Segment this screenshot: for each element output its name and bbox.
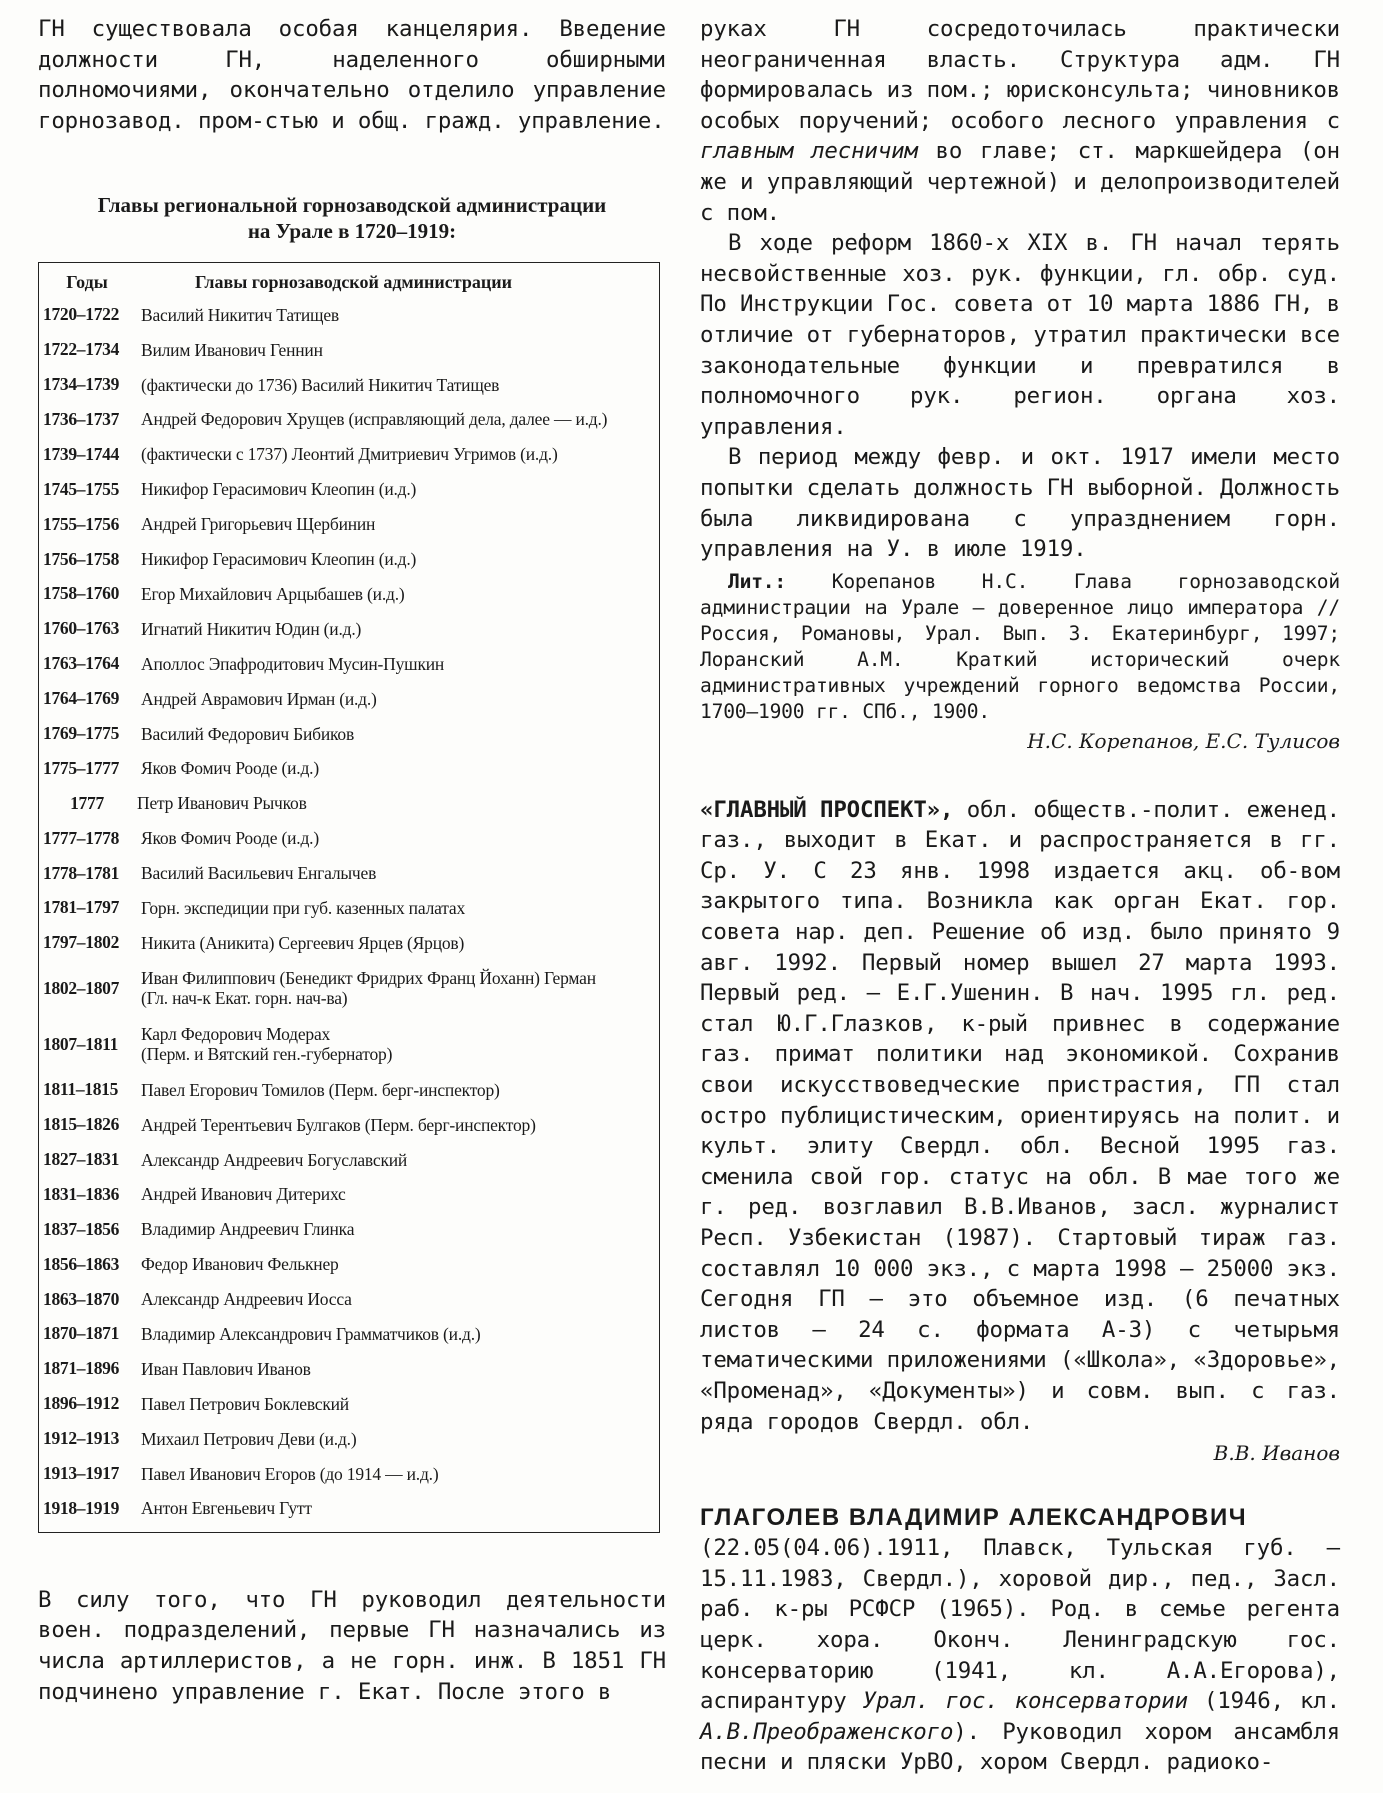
literature xyxy=(700,569,1340,725)
structure-rest: во главе; ст. маркшейдера (он же и управляющий чертежной) и делопроизводителей с пом. xyxy=(700,138,1340,226)
table-row xyxy=(39,472,659,507)
row-years: 1739–1744 xyxy=(43,443,120,464)
row-years: 1871–1896 xyxy=(43,1358,120,1379)
glavny-prospekt-entry xyxy=(700,795,1340,1437)
table-row xyxy=(39,507,659,542)
table-row xyxy=(39,1247,659,1282)
row-name xyxy=(139,1254,659,1274)
article-authors-1: Н.С. Корепанов, Е.С. Тулисов xyxy=(1027,728,1340,753)
table-row xyxy=(39,1282,659,1317)
row-name xyxy=(139,514,659,534)
row-name xyxy=(139,584,659,604)
structure-paragraph xyxy=(700,14,1340,228)
row-name-line1: Горн. экспедиции при губ. казенных палатах xyxy=(141,897,465,918)
row-name xyxy=(139,375,659,395)
table-row xyxy=(39,1317,659,1352)
row-name xyxy=(139,444,659,464)
table-row xyxy=(39,786,659,821)
row-name xyxy=(139,968,659,1008)
row-name-line1: Вилим Иванович Геннин xyxy=(141,339,323,360)
row-name xyxy=(139,479,659,499)
table-row xyxy=(39,611,659,646)
row-name xyxy=(139,898,659,918)
glagolev-entry xyxy=(700,1533,1340,1778)
row-years: 1777–1778 xyxy=(43,827,120,848)
table-row xyxy=(39,856,659,891)
row-name-line1: (фактически до 1736) Василий Никитич Татищев xyxy=(141,374,500,395)
table-row xyxy=(39,1351,659,1386)
table-row xyxy=(39,542,659,577)
table-row xyxy=(39,1177,659,1212)
table-title-line1: Главы региональной горнозаводской администрации xyxy=(97,193,607,218)
row-name-line1: Андрей Терентьевич Булгаков (Перм. берг-инспектор) xyxy=(141,1114,536,1135)
row-years: 1777 xyxy=(70,792,104,813)
row-years: 1775–1777 xyxy=(43,757,120,778)
row-years: 1896–1912 xyxy=(43,1393,120,1414)
row-name-line1: Карл Федорович Модерах xyxy=(141,1024,331,1045)
row-name-line1: Никита (Аникита) Сергеевич Ярцев (Ярцов) xyxy=(141,932,465,953)
structure-em: главным лесничим xyxy=(700,138,918,165)
table-body xyxy=(39,297,659,1526)
row-name-line1: Петр Иванович Рычков xyxy=(137,793,307,814)
glagolev-em-1: Урал. гос. консерватории xyxy=(862,1688,1188,1715)
row-name xyxy=(139,305,659,325)
table-row xyxy=(39,1016,659,1072)
row-name-line1: Василий Никитич Татищев xyxy=(141,304,339,325)
row-name-line2: (Перм. и Вятский ген.-губернатор) xyxy=(141,1044,393,1065)
row-years: 1760–1763 xyxy=(43,618,120,639)
row-years: 1807–1811 xyxy=(43,1033,119,1054)
row-years: 1802–1807 xyxy=(43,977,120,998)
row-name xyxy=(139,1184,659,1204)
table-row xyxy=(39,751,659,786)
left-column xyxy=(38,14,666,1707)
table-row xyxy=(39,1456,659,1491)
row-name xyxy=(139,1359,659,1379)
row-name xyxy=(139,1080,659,1100)
row-name-line1: Егор Михайлович Арцыбашев (и.д.) xyxy=(141,583,405,604)
table-row xyxy=(39,332,659,367)
row-years: 1918–1919 xyxy=(43,1497,120,1518)
row-name xyxy=(139,1324,659,1344)
table-title xyxy=(38,192,666,244)
row-name-line1: Игнатий Никитич Юдин (и.д.) xyxy=(141,618,362,639)
row-name xyxy=(139,340,659,360)
row-years: 1769–1775 xyxy=(43,723,120,743)
table-row xyxy=(39,716,659,751)
row-name xyxy=(139,654,659,674)
row-years: 1870–1871 xyxy=(43,1323,120,1344)
table-row xyxy=(39,960,659,1016)
row-years: 1758–1760 xyxy=(43,583,120,604)
row-name-line1: Александр Андреевич Иосса xyxy=(141,1289,352,1310)
row-name xyxy=(139,619,659,639)
row-name-line1: Яков Фомич Рооде (и.д.) xyxy=(141,828,319,849)
row-name-line1: Михаил Петрович Деви (и.д.) xyxy=(141,1428,357,1449)
row-name-line1: Павел Егорович Томилов (Перм. берг-инспектор) xyxy=(141,1079,500,1100)
row-name-line1: Иван Павлович Иванов xyxy=(141,1358,311,1379)
row-name xyxy=(139,1498,659,1518)
glagolev-headword: ГЛАГОЛЕВ ВЛАДИМИР АЛЕКСАНДРОВИЧ xyxy=(700,1504,1248,1532)
glagolev-text-3: ). Руководил хором ансамбля песни и пляски УрВО, хором Свердл. радиоко- xyxy=(700,1718,1340,1776)
row-name xyxy=(139,549,659,569)
row-name-line1: Василий Федорович Бибиков xyxy=(141,723,355,744)
row-name-line1: Владимир Андреевич Глинка xyxy=(141,1219,355,1240)
row-years: 1736–1737 xyxy=(43,408,120,429)
table-row xyxy=(39,1386,659,1421)
row-name xyxy=(139,1115,659,1135)
row-years: 1756–1758 xyxy=(43,548,120,569)
elections-paragraph: В период между февр. и окт. 1917 имели место попытки сделать должность ГН выборной. Должность была ликвидирована с упразднением горн. управления на У. в июле 1919. xyxy=(700,444,1340,563)
row-years: 1734–1739 xyxy=(43,374,120,395)
table-row xyxy=(39,367,659,402)
row-name-line1: Андрей Иванович Дитерихс xyxy=(141,1184,346,1205)
glagolev-text-1: (22.05(04.06).1911, Плавск, Тульская губ. — 15.11.1983, Свердл.), хоровой дир., пед., Засл. раб. к-ры РСФСР (1965). Род. в семье регента церк. хора. Оконч. Ленинградскую гос. консерваторию (1941, кл. А.А.Егорова), аспирантуру xyxy=(700,1535,1340,1715)
row-years: 1827–1831 xyxy=(43,1149,120,1170)
administrators-table xyxy=(38,262,660,1533)
row-name xyxy=(139,1024,659,1064)
table-row xyxy=(39,891,659,926)
row-name-line1: Александр Андреевич Богуславский xyxy=(141,1149,408,1170)
row-years: 1913–1917 xyxy=(43,1463,120,1484)
table-row xyxy=(39,1491,659,1526)
row-name xyxy=(135,793,659,813)
row-name xyxy=(139,1394,659,1414)
row-name xyxy=(139,863,659,883)
row-years: 1811–1815 xyxy=(43,1079,119,1100)
intro-paragraph: ГН существовала особая канцелярия. Введение должности ГН, наделенного обширными полномочиями, окончательно отделило управление горнозавод. пром-стью и общ. гражд. управление. xyxy=(38,16,666,134)
glagolev-em-2: А.В.Преображенского xyxy=(700,1718,954,1745)
table-row xyxy=(39,437,659,472)
row-name-line1: Павел Иванович Егоров (до 1914 — и.д.) xyxy=(141,1463,439,1484)
row-name-line1: Андрей Григорьевич Щербинин xyxy=(141,514,376,535)
table-title-line2: на Урале в 1720–1919: xyxy=(247,219,457,244)
table-header xyxy=(39,267,659,297)
table-row xyxy=(39,1212,659,1247)
row-name-line1: Никифор Герасимович Клеопин (и.д.) xyxy=(141,549,417,570)
row-name xyxy=(139,1289,659,1309)
row-years: 1912–1913 xyxy=(43,1428,120,1449)
table-row xyxy=(39,402,659,437)
structure-text: руках ГН сосредоточилась практически неограниченная власть. Структура адм. ГН формировалась из пом.; юрисконсульта; чиновников особых поручений; особого лесного управления с xyxy=(700,16,1340,134)
row-years: 1778–1781 xyxy=(43,862,120,883)
reforms-paragraph: В ходе реформ 1860-х XIX в. ГН начал терять несвойственные хоз. рук. функции, гл. обр. суд. По Инструкции Гос. совета от 10 марта 1886 ГН, в отличие от губернаторов, утратил практически все законодательные функции и превратился в полномочного рук. регион. органа хоз. управления. xyxy=(700,230,1340,440)
row-name-line1: Федор Иванович Фелькнер xyxy=(141,1254,339,1275)
row-name xyxy=(139,1429,659,1449)
row-name-line1: Яков Фомич Рооде (и.д.) xyxy=(141,758,319,779)
row-years: 1815–1826 xyxy=(43,1114,120,1135)
table-row xyxy=(39,297,659,332)
glavny-prospekt-headword: «ГЛАВНЫЙ ПРОСПЕКТ», xyxy=(700,796,954,823)
row-name xyxy=(139,1150,659,1170)
table-row xyxy=(39,1107,659,1142)
row-years: 1745–1755 xyxy=(43,478,120,499)
row-name-line1: Антон Евгеньевич Гутт xyxy=(141,1498,312,1519)
row-years: 1856–1863 xyxy=(43,1253,120,1274)
literature-text: Корепанов Н.С. Глава горнозаводской администрации на Урале — доверенное лицо императора // Россия, Романовы, Урал. Вып. 3. Екатеринбург, 1997; Лоранский А.М. Краткий исторический очерк административных учреждений горного ведомства России, 1700–1900 гг. СПб., 1900. xyxy=(700,569,1340,723)
row-name-line1: Владимир Александрович Грамматчиков (и.д.) xyxy=(141,1323,481,1344)
outro-paragraph: В силу того, что ГН руководил деятельности воен. подразделений, первые ГН назначались из числа артиллеристов, а не горн. инж. В 1851 ГН подчинено управление г. Екат. После этого в xyxy=(38,1586,666,1705)
row-name xyxy=(139,724,659,744)
row-name-line1: Никифор Герасимович Клеопин (и.д.) xyxy=(141,479,417,500)
row-name-line1: Андрей Аврамович Ирман (и.д.) xyxy=(141,688,377,709)
row-name xyxy=(139,758,659,778)
row-years: 1831–1836 xyxy=(43,1183,120,1204)
row-name-line2: (Гл. нач-к Екат. горн. нач-ва) xyxy=(141,988,348,1009)
row-name xyxy=(139,689,659,709)
right-column xyxy=(700,14,1340,1778)
row-years: 1722–1734 xyxy=(43,339,120,360)
table-row xyxy=(39,1421,659,1456)
row-years: 1797–1802 xyxy=(43,932,120,953)
row-name-line1: (фактически с 1737) Леонтий Дмитриевич Угримов (и.д.) xyxy=(141,444,558,465)
table-row xyxy=(39,646,659,681)
row-name xyxy=(139,1464,659,1484)
row-years: 1837–1856 xyxy=(43,1218,120,1239)
row-name-line1: Андрей Федорович Хрущев (исправляющий дела, далее — и.д.) xyxy=(141,409,608,430)
table-row xyxy=(39,681,659,716)
row-name-line1: Аполлос Эпафродитович Мусин-Пушкин xyxy=(141,653,445,674)
row-name xyxy=(139,409,659,429)
table-row xyxy=(39,925,659,960)
row-name xyxy=(139,828,659,848)
glavny-prospekt-text: обл. обществ.-полит. еженед. газ., выходит в Екат. и распространяется в гг. Ср. У. С 23 янв. 1998 издается акц. об-вом закрытого типа. Возникла как орган Екат. гор. совета нар. деп. Решение об изд. было принято 9 авг. 1992. Первый номер вышел 27 марта 1993. Первый ред. — Е.Г.Ушенин. В нач. 1995 гл. ред. стал Ю.Г.Глазков, к-рый привнес в содержание газ. примат политики над экономикой. Сохранив свои искусствоведческие пристрастия, ГП стал остро публицистическим, ориентируясь на полит. и культ. элиту Свердл. обл. Весной 1995 газ. сменила свой гор. статус на обл. В мае того же г. ред. возглавил В.В.Иванов, засл. журналист Респ. Узбекистан (1987). Стартовый тираж газ. составлял 10 000 экз., с марта 1998 — 25000 экз. Сегодня ГП — это объемное изд. (6 печатных листов — 24 с. формата А-3) с четырьмя тематическими приложениями («Школа», «Здоровье», «Променад», «Документы») и совм. вып. с газ. ряда городов Свердл. обл. xyxy=(700,796,1340,1435)
table-row xyxy=(39,577,659,612)
row-name xyxy=(139,933,659,953)
row-years: 1755–1756 xyxy=(43,513,120,534)
row-years: 1720–1722 xyxy=(43,304,120,325)
literature-label: Лит.: xyxy=(728,569,786,593)
row-years: 1863–1870 xyxy=(43,1288,120,1309)
row-years: 1781–1797 xyxy=(43,897,120,918)
row-name-line1: Иван Филиппович (Бенедикт Фридрих Франц Йоханн) Герман xyxy=(141,968,596,989)
header-name: Главы горнозаводской администрации xyxy=(195,271,512,292)
table-row xyxy=(39,1072,659,1107)
row-years: 1764–1769 xyxy=(43,688,120,709)
article-authors-2: В.В. Иванов xyxy=(1213,1441,1340,1466)
row-years: 1763–1764 xyxy=(43,653,120,674)
table-row xyxy=(39,1142,659,1177)
row-name-line1: Василий Васильевич Енгалычев xyxy=(141,863,377,884)
table-row xyxy=(39,821,659,856)
glagolev-text-2: (1946, кл. xyxy=(1203,1688,1340,1715)
row-name-line1: Павел Петрович Боклевский xyxy=(141,1393,349,1414)
header-years: Годы xyxy=(66,271,108,292)
row-name xyxy=(139,1219,659,1239)
